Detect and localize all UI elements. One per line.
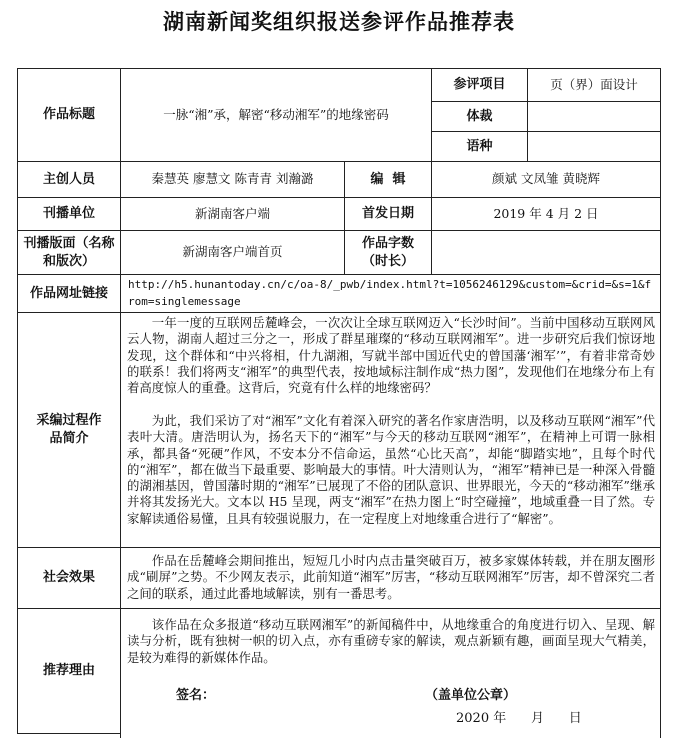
recommendation-label: 推荐理由 bbox=[17, 608, 121, 734]
publisher-value: 新湖南客户端 bbox=[120, 197, 345, 231]
editors-label: 编 辑 bbox=[344, 161, 432, 198]
summary-paragraph-1: 一年一度的互联网岳麓峰会，一次次让全球互联网迈入“长沙时间”。当前中国移动互联网风云人物，湖南人超过三分之一，形成了群星璀璨的“移动互联网湘军”。进一步研究后我们惊讶地发现，这个群体和“中兴将相，什九湖湘，写就半部中国近代史的曾国藩‘湘军’”，有着非常奇妙的联系！我们将两支“湘军”的典型代表，按地域标注制作成“热力图”，发现他们在地缘分布上有着高度惊人的重叠。这背后，究竟有什么样的地缘密码？ bbox=[127, 315, 655, 396]
genre-label: 体裁 bbox=[431, 101, 528, 132]
layout-name-value: 新湖南客户端首页 bbox=[120, 230, 345, 275]
signature-date: 2020 年 月 日 bbox=[456, 711, 582, 726]
language-label: 语种 bbox=[431, 131, 528, 162]
publisher-label: 刊播单位 bbox=[17, 197, 121, 231]
form-title: 湖南新闻奖组织报送参评作品推荐表 bbox=[163, 10, 515, 34]
word-count-label: 作品字数（时长） bbox=[344, 230, 432, 275]
language-value bbox=[527, 131, 661, 162]
word-count-value bbox=[431, 230, 661, 275]
work-title-label: 作品标题 bbox=[17, 68, 121, 162]
social-effect-label: 社会效果 bbox=[17, 547, 121, 609]
signature-label: 签名： bbox=[176, 688, 216, 703]
editors-value: 颜斌 文凤雏 黄晓辉 bbox=[431, 161, 661, 198]
creators-value: 秦慧英 廖慧文 陈青青 刘瀚潞 bbox=[120, 161, 345, 198]
entry-category-value: 页（界）面设计 bbox=[527, 68, 661, 102]
url-label: 作品网址链接 bbox=[17, 274, 121, 313]
first-date-label: 首发日期 bbox=[344, 197, 432, 231]
social-effect-text: 作品在岳麓峰会期间推出，短短几小时内点击量突破百万，被多家媒体转载，并在朋友圈形成“刷屏”之势。不少网友表示，此前知道“湘军”厉害，“移动互联网湘军”厉害，却不曾深究二者之间的联系，通过此番地域解读，别有一番思考。 bbox=[127, 553, 655, 601]
stamp-label: （盖单位公章） bbox=[425, 688, 517, 703]
genre-value bbox=[527, 101, 661, 132]
entry-category-label: 参评项目 bbox=[431, 68, 528, 102]
work-url-link[interactable]: http://h5.hunantoday.cn/c/oa-8/_pwb/index.html?t=1056246129&custom=&crid=&s=1&from=singlemessage bbox=[128, 278, 652, 308]
summary-label: 采编过程作品简介 bbox=[17, 312, 121, 548]
creators-label: 主创人员 bbox=[17, 161, 121, 198]
work-title-value: 一脉“湘”承，解密“移动湘军”的地缘密码 bbox=[120, 68, 432, 162]
layout-name-label: 刊播版面（名称和版次） bbox=[17, 230, 121, 275]
first-date-value: 2019 年 4 月 2 日 bbox=[431, 197, 661, 231]
summary-paragraph-2: 为此，我们采访了对“湘军”文化有着深入研究的著名作家唐浩明，以及移动互联网“湘军”代表叶大清。唐浩明认为，扬名天下的“湘军”与今天的移动互联网“湘军”，在精神上可谓一脉相承，都具备“死硬”作风，不安本分不信命运，虽然“心比天高”，却能“脚踏实地”，且每个时代的“湘军”，都在做当下最重要、影响最大的事情。叶大清则认为，“湘军”精神已是一种深入骨髓的湖湘基因，曾国藩时期的“湘军”已展现了不俗的团队意识、世界眼光，今天的“移动湘军”继承并将其发扬光大。文本以 H5 呈现，两支“湘军”在热力图上“时空碰撞”，地域重叠一目了然。专家解读通俗易懂，且具有较强说服力，在一定程度上对地缘重合进行了“解密”。 bbox=[127, 413, 655, 526]
recommendation-text: 该作品在众多报道“移动互联网湘军”的新闻稿件中，从地缘重合的角度进行切入、呈现、解读与分析，既有独树一帜的切入点，亦有重磅专家的解读，观点新颖有趣，画面呈现大气精美，是较为难得的新媒体作品。 bbox=[127, 617, 655, 665]
